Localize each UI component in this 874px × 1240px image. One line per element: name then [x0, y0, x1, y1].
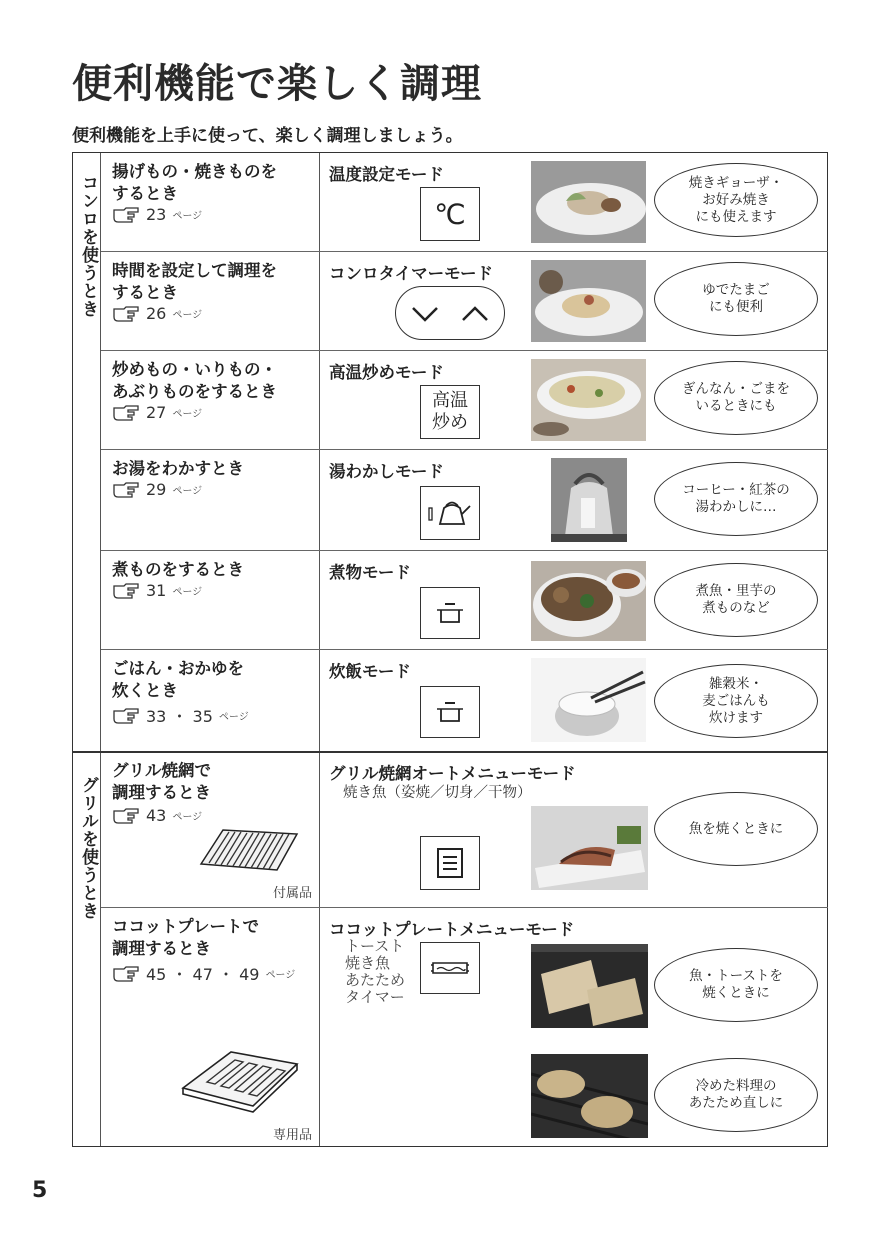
- pointing-hand-icon: [112, 404, 142, 422]
- accessory-label: 専用品: [273, 1128, 313, 1143]
- kettle-icon: [426, 496, 474, 530]
- tip-bubble: 魚を焼くときに: [654, 792, 818, 866]
- rice-photo: [531, 658, 646, 742]
- toast-photo: [531, 944, 648, 1028]
- situation-text: お湯をわかすとき: [112, 459, 244, 478]
- simmer-mode-key: [420, 587, 480, 639]
- mode-title: 高温炒めモード: [329, 363, 444, 382]
- situation-text: 揚げもの・焼きものを するとき: [112, 162, 277, 203]
- menu-item: トースト: [345, 937, 405, 955]
- page-reference: 43 ページ: [112, 806, 202, 825]
- page-reference: 27 ページ: [112, 403, 202, 422]
- rice-mode-key: [420, 686, 480, 738]
- pointing-hand-icon: [112, 481, 142, 499]
- grill-icon: [433, 845, 467, 881]
- cocotte-mode-key: [420, 942, 480, 994]
- pointing-hand-icon: [112, 206, 142, 224]
- tip-bubble: 焼きギョーザ・ お好み焼き にも使えます: [654, 163, 818, 237]
- table-row: [101, 551, 828, 649]
- table-row: [101, 351, 828, 449]
- mode-title: 湯わかしモード: [329, 462, 444, 481]
- chevron-down-up-icon: [405, 298, 495, 328]
- group-label-grill: グリルを使うとき: [78, 776, 98, 920]
- table-row: [101, 752, 828, 907]
- tip-bubble: ゆでたまご にも便利: [654, 262, 818, 336]
- table-row: [101, 650, 828, 751]
- cocotte-plate-icon: [177, 1046, 303, 1114]
- pointing-hand-icon: [112, 965, 142, 983]
- pointing-hand-icon: [112, 707, 142, 725]
- pointing-hand-icon: [112, 305, 142, 323]
- plate-icon: [429, 957, 471, 979]
- pot-icon: [433, 600, 467, 626]
- page-reference: 29 ページ: [112, 480, 202, 499]
- situation-text: 煮ものをするとき: [112, 560, 244, 579]
- timer-mode-key: [395, 286, 505, 340]
- tip-bubble: 冷めた料理の あたため直しに: [654, 1058, 818, 1132]
- high-heat-mode-key: 高温 炒め: [420, 385, 480, 439]
- table-row: [101, 252, 828, 350]
- mode-title: 煮物モード: [329, 563, 411, 582]
- feature-table: [72, 152, 828, 1147]
- pot-icon: [433, 699, 467, 725]
- page-title: 便利機能で楽しく調理: [72, 61, 482, 107]
- celsius-icon: ℃: [434, 197, 466, 231]
- grill-rack-icon: [193, 824, 303, 874]
- mode-title: 炊飯モード: [329, 662, 411, 681]
- mode-title: コンロタイマーモード: [329, 264, 494, 283]
- pointing-hand-icon: [112, 582, 142, 600]
- grilled-fish-photo: [531, 806, 648, 890]
- menu-list: [345, 938, 405, 1006]
- page-reference: 23 ページ: [112, 205, 202, 224]
- menu-item: あたため: [345, 971, 406, 989]
- reheated-food-photo: [531, 1054, 648, 1138]
- tip-bubble: ぎんなん・ごまを いるときにも: [654, 361, 818, 435]
- mode-title: 温度設定モード: [329, 165, 444, 184]
- table-row: [101, 908, 828, 1146]
- situation-text: グリル焼網で 調理するとき: [112, 761, 211, 802]
- food-photo: [531, 359, 646, 441]
- situation-text: 時間を設定して調理を するとき: [112, 261, 277, 302]
- page-subtitle: 便利機能を上手に使って、楽しく調理しましょう。: [72, 126, 463, 146]
- situation-text: ごはん・おかゆを 炊くとき: [112, 659, 244, 700]
- temperature-mode-key: [420, 187, 480, 241]
- page-reference: 33 ・ 35 ページ: [112, 704, 249, 727]
- menu-item: タイマー: [345, 988, 405, 1006]
- menu-item: 焼き魚: [345, 954, 391, 972]
- grill-auto-mode-key: [420, 836, 480, 890]
- table-row: [101, 450, 828, 550]
- food-photo: [531, 161, 646, 243]
- food-photo: [531, 561, 646, 641]
- tip-bubble: 煮魚・里芋の 煮ものなど: [654, 563, 818, 637]
- mode-title: グリル焼網オートメニューモード: [329, 764, 576, 783]
- page-reference: 31 ページ: [112, 581, 202, 600]
- page-reference: 45 ・ 47 ・ 49 ページ: [112, 962, 295, 985]
- pointing-hand-icon: [112, 807, 142, 825]
- accessory-label: 付属品: [273, 886, 313, 901]
- tip-bubble: 雑穀米・ 麦ごはんも 炊けます: [654, 664, 818, 738]
- group-label-konro: コンロを使うとき: [78, 174, 98, 318]
- mode-subtitle: 焼き魚（姿焼／切身／干物）: [343, 785, 532, 801]
- kettle-photo: [551, 458, 627, 542]
- tip-bubble: 魚・トーストを 焼くときに: [654, 948, 818, 1022]
- food-photo: [531, 260, 646, 342]
- page-reference: 26 ページ: [112, 304, 202, 323]
- situation-text: ココットプレートで 調理するとき: [112, 917, 260, 958]
- boil-mode-key: [420, 486, 480, 540]
- tip-bubble: コーヒー・紅茶の 湯わかしに…: [654, 462, 818, 536]
- situation-text: 炒めもの・いりもの・ あぶりものをするとき: [112, 360, 277, 401]
- page-number: 5: [32, 1178, 48, 1203]
- mode-title: ココットプレートメニューモード: [329, 920, 575, 939]
- table-row: [101, 153, 828, 251]
